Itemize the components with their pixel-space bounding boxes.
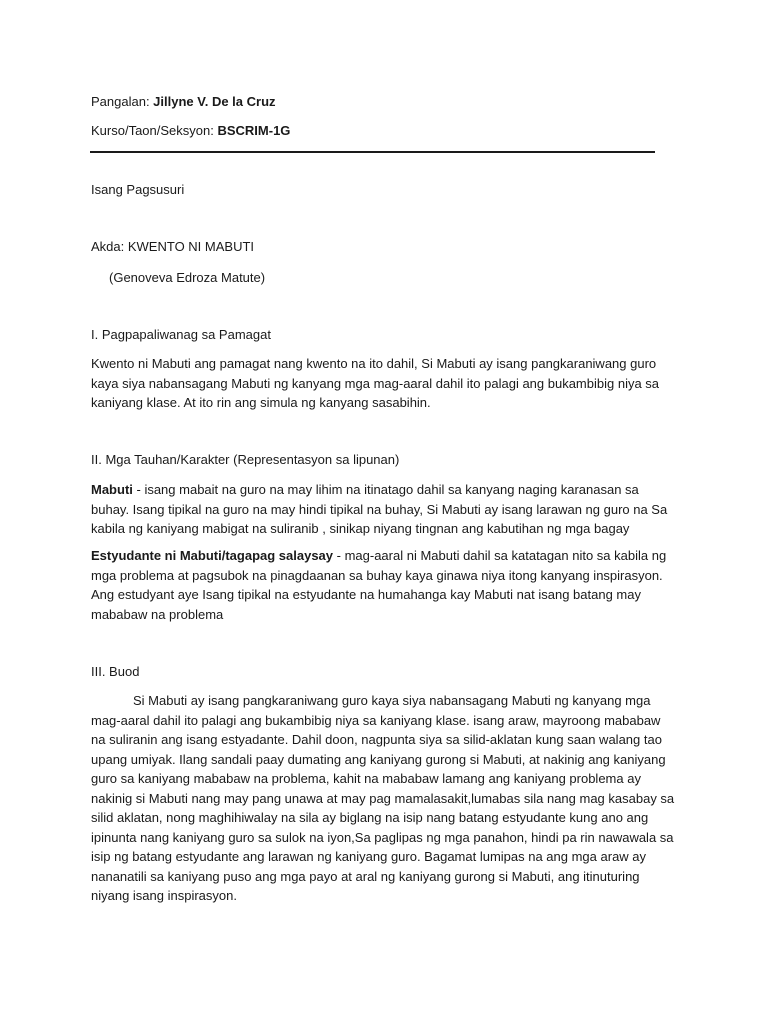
section-1-body: Kwento ni Mabuti ang pamagat nang kwento na ito dahil, Si Mabuti ay isang pangkaraniwang guro kaya siya nabansagang Mabuti ng kanyang mga mag-aaral dahil ito palagi ang bukambibig niya sa kaniyang klase. At ito rin ang simula ng kanyang sasabihin. <box>91 356 660 410</box>
character-name: Mabuti <box>91 482 133 497</box>
horizontal-rule <box>90 151 655 153</box>
course-line <box>91 122 290 140</box>
work-title: KWENTO NI MABUTI <box>127 239 255 254</box>
section-3-body: Si Mabuti ay isang pangkaraniwang guro kaya siya nabansagang Mabuti ng kanyang mga mag-aaral dahil ito palagi ang bukambibig niya sa kaniyang klase. isang araw, mayroong mababaw na suliranin ang isang estyadante. Dahil doon, nagpunta siya sa silid-aklatan kung saan walang tao upang umiyak. Ilang sandali paay dumating ang kaniyang gurong si Mabuti, at nakinig ang kaniyang guro sa kaniyang mababaw na problema, kahit na mababaw lamang ang kaniyang problema ay nakinig si Mabuti nang may pang unawa at may pag mamalasakit,lumabas sila nang mag kasabay sa silid aklatan, nong maghihiwalay na sila ay biglang na isip nang batang estyudante kung ano ang ipinunta nang kaniyang guro sa sulok na iyon,Sa paglipas ng mga panahon, hindi pa rin nawawala sa isip ng batang estyudante ang larawan ng kaniyang guro. Bagamat lumipas na ang mga araw ay nananatili sa kaniyang puso ang mga payo at aral ng kaniyang gurong si Mabuti, ang itinuturing niyang isang inspirasyon. <box>91 693 675 903</box>
character-description: - mag-aaral ni Mabuti dahil sa katatagan nito sa kabila ng mga problema at pagsubok na pinagdaanan sa buhay kaya ginawa niya itong kanyang inspirasyon. Ang estudyant aye Isang tipikal na estyudante na humahanga kay Mabuti nat isang batang may mababaw na problema <box>91 548 667 622</box>
work-line <box>91 238 254 256</box>
course-label: Kurso/Taon/Seksyon: <box>91 123 218 138</box>
name-label: Pangalan: <box>91 94 154 109</box>
name-value: Jillyne V. De la Cruz <box>153 94 276 109</box>
name-line <box>91 93 276 111</box>
course-value: BSCRIM-1G <box>217 123 291 138</box>
work-author: (Genoveva Edroza Matute) <box>109 270 266 285</box>
character-mabuti <box>91 480 676 539</box>
document-type: Isang Pagsusuri <box>91 182 185 197</box>
section-1-heading: I. Pagpapaliwanag sa Pamagat <box>91 327 271 342</box>
character-description: - isang mabait na guro na may lihim na itinatago dahil sa kanyang naging karanasan sa buhay. Isang tipikal na guro na may hindi tipikal na buhay, Si Mabuti ay isang larawan ng guro na Sa kabila ng kaniyang mabigat na suliranib , sinikap niyang tingnan ang kabutihan ng mga bagay <box>91 482 668 536</box>
section-3-heading: III. Buod <box>91 664 140 679</box>
section-2-heading: II. Mga Tauhan/Karakter (Representasyon sa lipunan) <box>91 452 400 467</box>
work-label: Akda: <box>91 239 128 254</box>
character-name: Estyudante ni Mabuti/tagapag salaysay <box>91 548 334 563</box>
character-student <box>91 546 676 624</box>
